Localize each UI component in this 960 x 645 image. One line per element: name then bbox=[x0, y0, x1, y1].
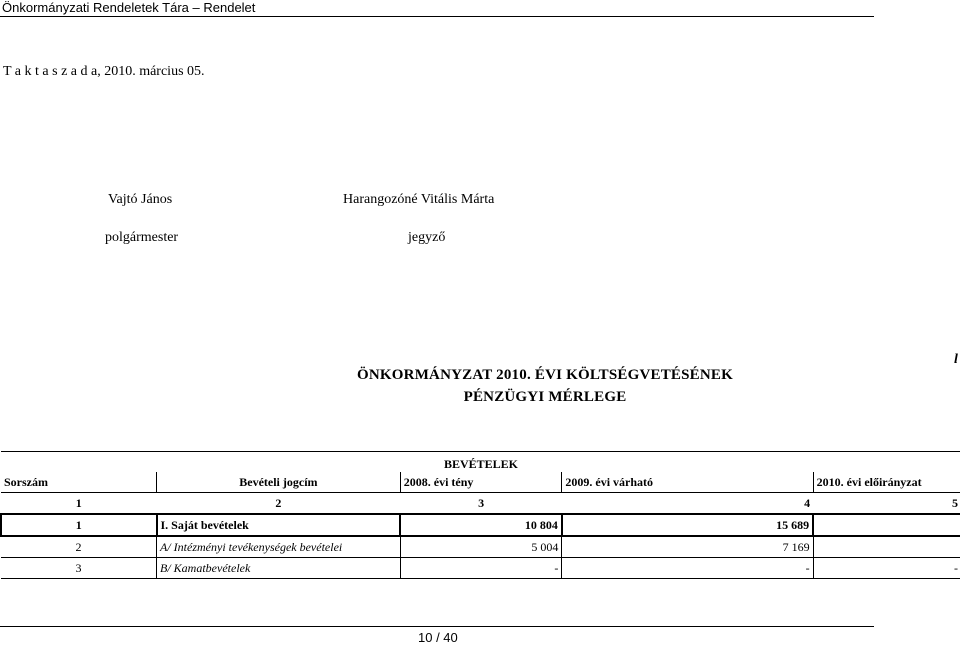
table-row bbox=[1, 514, 960, 536]
notary-name: Harangozóné Vitális Márta bbox=[343, 192, 495, 207]
row-label: A/ Intézményi tevékenységek bevételei bbox=[157, 536, 401, 558]
row-value-2010 bbox=[813, 536, 960, 558]
row-value-2010: - bbox=[813, 558, 960, 579]
table-row bbox=[1, 558, 960, 579]
column-number: 3 bbox=[400, 493, 562, 515]
page-number: 10 / 40 bbox=[418, 630, 458, 645]
table-header-row bbox=[1, 472, 960, 493]
column-number: 2 bbox=[157, 493, 401, 515]
row-value-2008: 5 004 bbox=[400, 536, 562, 558]
column-header-number: Sorszám bbox=[4, 474, 48, 489]
column-header-2010: 2010. évi előirányzat bbox=[813, 472, 960, 493]
document-title-line-1: ÖNKORMÁNYZAT 2010. ÉVI KÖLTSÉGVETÉSÉNEK bbox=[357, 367, 733, 383]
edge-mark: l bbox=[954, 352, 958, 367]
row-number: 1 bbox=[1, 514, 157, 536]
table-row bbox=[1, 536, 960, 558]
mayor-name: Vajtó János bbox=[108, 192, 173, 207]
footer-divider bbox=[0, 626, 874, 627]
place-and-date: T a k t a s z a d a, 2010. március 05. bbox=[3, 64, 205, 79]
header-divider bbox=[0, 16, 874, 17]
row-value-2008: 10 804 bbox=[400, 514, 562, 536]
column-header-item: Bevételi jogcím bbox=[157, 472, 401, 493]
row-label: I. Saját bevételek bbox=[157, 514, 401, 536]
row-value-2010 bbox=[813, 514, 960, 536]
row-number: 3 bbox=[1, 558, 157, 579]
row-number: 2 bbox=[1, 536, 157, 558]
row-value-2009: 7 169 bbox=[562, 536, 813, 558]
page-header-title: Önkormányzati Rendeletek Tára – Rendelet bbox=[2, 0, 256, 15]
budget-balance-table bbox=[0, 451, 960, 579]
column-number: 4 bbox=[562, 493, 813, 515]
table-category-revenues: BEVÉTELEK bbox=[1, 452, 960, 473]
column-number: 1 bbox=[1, 493, 157, 515]
column-header-2008: 2008. évi tény bbox=[400, 472, 562, 493]
row-value-2008: - bbox=[400, 558, 562, 579]
column-number-row bbox=[1, 493, 960, 515]
column-number: 5 bbox=[813, 493, 960, 515]
document-title-line-2: PÉNZÜGYI MÉRLEGE bbox=[463, 389, 627, 405]
row-value-2009: - bbox=[562, 558, 813, 579]
column-header-2009: 2009. évi várható bbox=[562, 472, 813, 493]
row-value-2009: 15 689 bbox=[562, 514, 813, 536]
row-label: B/ Kamatbevételek bbox=[157, 558, 401, 579]
mayor-title: polgármester bbox=[105, 230, 179, 245]
notary-title: jegyző bbox=[408, 230, 446, 245]
